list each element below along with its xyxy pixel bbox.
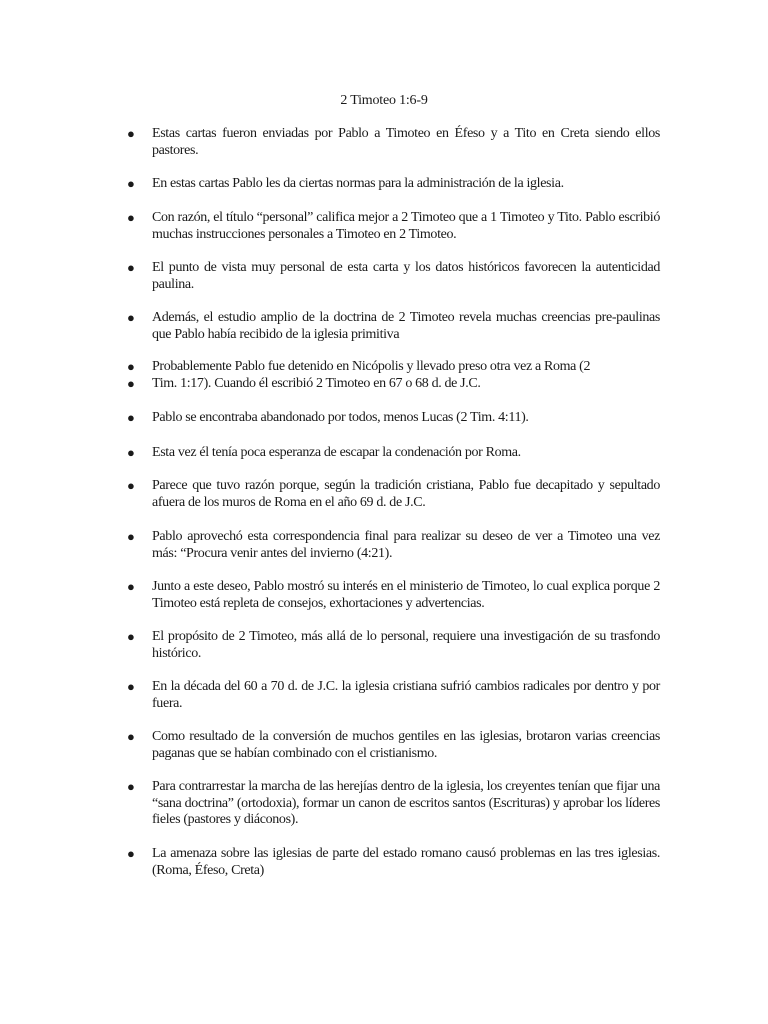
list-item-text: En estas cartas Pablo les da ciertas normas para la administración de la iglesia.	[152, 176, 564, 191]
bullet-icon: ●	[127, 176, 135, 191]
bullet-icon: ●	[127, 478, 135, 493]
bullet-icon: ●	[127, 126, 135, 141]
bullet-icon: ●	[127, 410, 135, 425]
bullet-icon: ●	[127, 729, 135, 744]
bullet-icon: ●	[127, 376, 135, 391]
list-item-text: Para contrarrestar la marcha de las herejías dentro de la iglesia, los creyentes tenían que fijar una “sana doctrina” (ortodoxia), formar un canon de escritos santos (Escrituras) y aprobar los líderes fieles (pastores y diáconos).	[152, 779, 660, 827]
list-item-text: Probablemente Pablo fue detenido en Nicópolis y llevado preso otra vez a Roma (2	[152, 359, 591, 374]
list-item-text: Como resultado de la conversión de muchos gentiles en las iglesias, brotaron varias creencias paganas que se habían combinado con el cristianismo.	[152, 729, 660, 761]
list-item-text: Pablo se encontraba abandonado por todos, menos Lucas (2 Tim. 4:11).	[152, 410, 529, 425]
list-item-text: Además, el estudio amplio de la doctrina de 2 Timoteo revela muchas creencias pre-paulinas que Pablo había recibido de la iglesia primitiva	[152, 310, 660, 342]
list-item-text: Parece que tuvo razón porque, según la tradición cristiana, Pablo fue decapitado y sepultado afuera de los muros de Roma en el año 69 d. de J.C.	[152, 478, 660, 510]
list-item-text: Con razón, el título “personal” califica mejor a 2 Timoteo que a 1 Timoteo y Tito. Pablo escribió muchas instrucciones personales a Timoteo en 2 Timoteo.	[152, 210, 660, 242]
list-item-text: El punto de vista muy personal de esta carta y los datos históricos favorecen la autenticidad paulina.	[152, 260, 660, 292]
bullet-icon: ●	[127, 260, 135, 275]
bullet-icon: ●	[127, 679, 135, 694]
document-title: 2 Timoteo 1:6-9	[340, 93, 428, 108]
bullet-icon: ●	[127, 359, 135, 374]
list-item-text: En la década del 60 a 70 d. de J.C. la iglesia cristiana sufrió cambios radicales por dentro y por fuera.	[152, 679, 660, 711]
bullet-icon: ●	[127, 310, 135, 325]
list-item-text: Tim. 1:17). Cuando él escribió 2 Timoteo en 67 o 68 d. de J.C.	[152, 376, 481, 391]
list-item-text: Esta vez él tenía poca esperanza de escapar la condenación por Roma.	[152, 445, 521, 460]
bullet-icon: ●	[127, 529, 135, 544]
bullet-icon: ●	[127, 779, 135, 794]
list-item-text: Estas cartas fueron enviadas por Pablo a Timoteo en Éfeso y a Tito en Creta siendo ellos pastores.	[152, 126, 660, 158]
list-item-text: El propósito de 2 Timoteo, más allá de lo personal, requiere una investigación de su trasfondo histórico.	[152, 629, 660, 661]
bullet-icon: ●	[127, 629, 135, 644]
list-item-text: La amenaza sobre las iglesias de parte del estado romano causó problemas en las tres iglesias. (Roma, Éfeso, Creta)	[152, 846, 660, 878]
list-item-text: Junto a este deseo, Pablo mostró su interés en el ministerio de Timoteo, lo cual explica porque 2 Timoteo está repleta de consejos, exhortaciones y advertencias.	[152, 579, 660, 611]
bullet-icon: ●	[127, 846, 135, 861]
list-item-text: Pablo aprovechó esta correspondencia final para realizar su deseo de ver a Timoteo una vez más: “Procura venir antes del invierno (4:21).	[152, 529, 660, 561]
bullet-icon: ●	[127, 579, 135, 594]
bullet-icon: ●	[127, 210, 135, 225]
bullet-icon: ●	[127, 445, 135, 460]
